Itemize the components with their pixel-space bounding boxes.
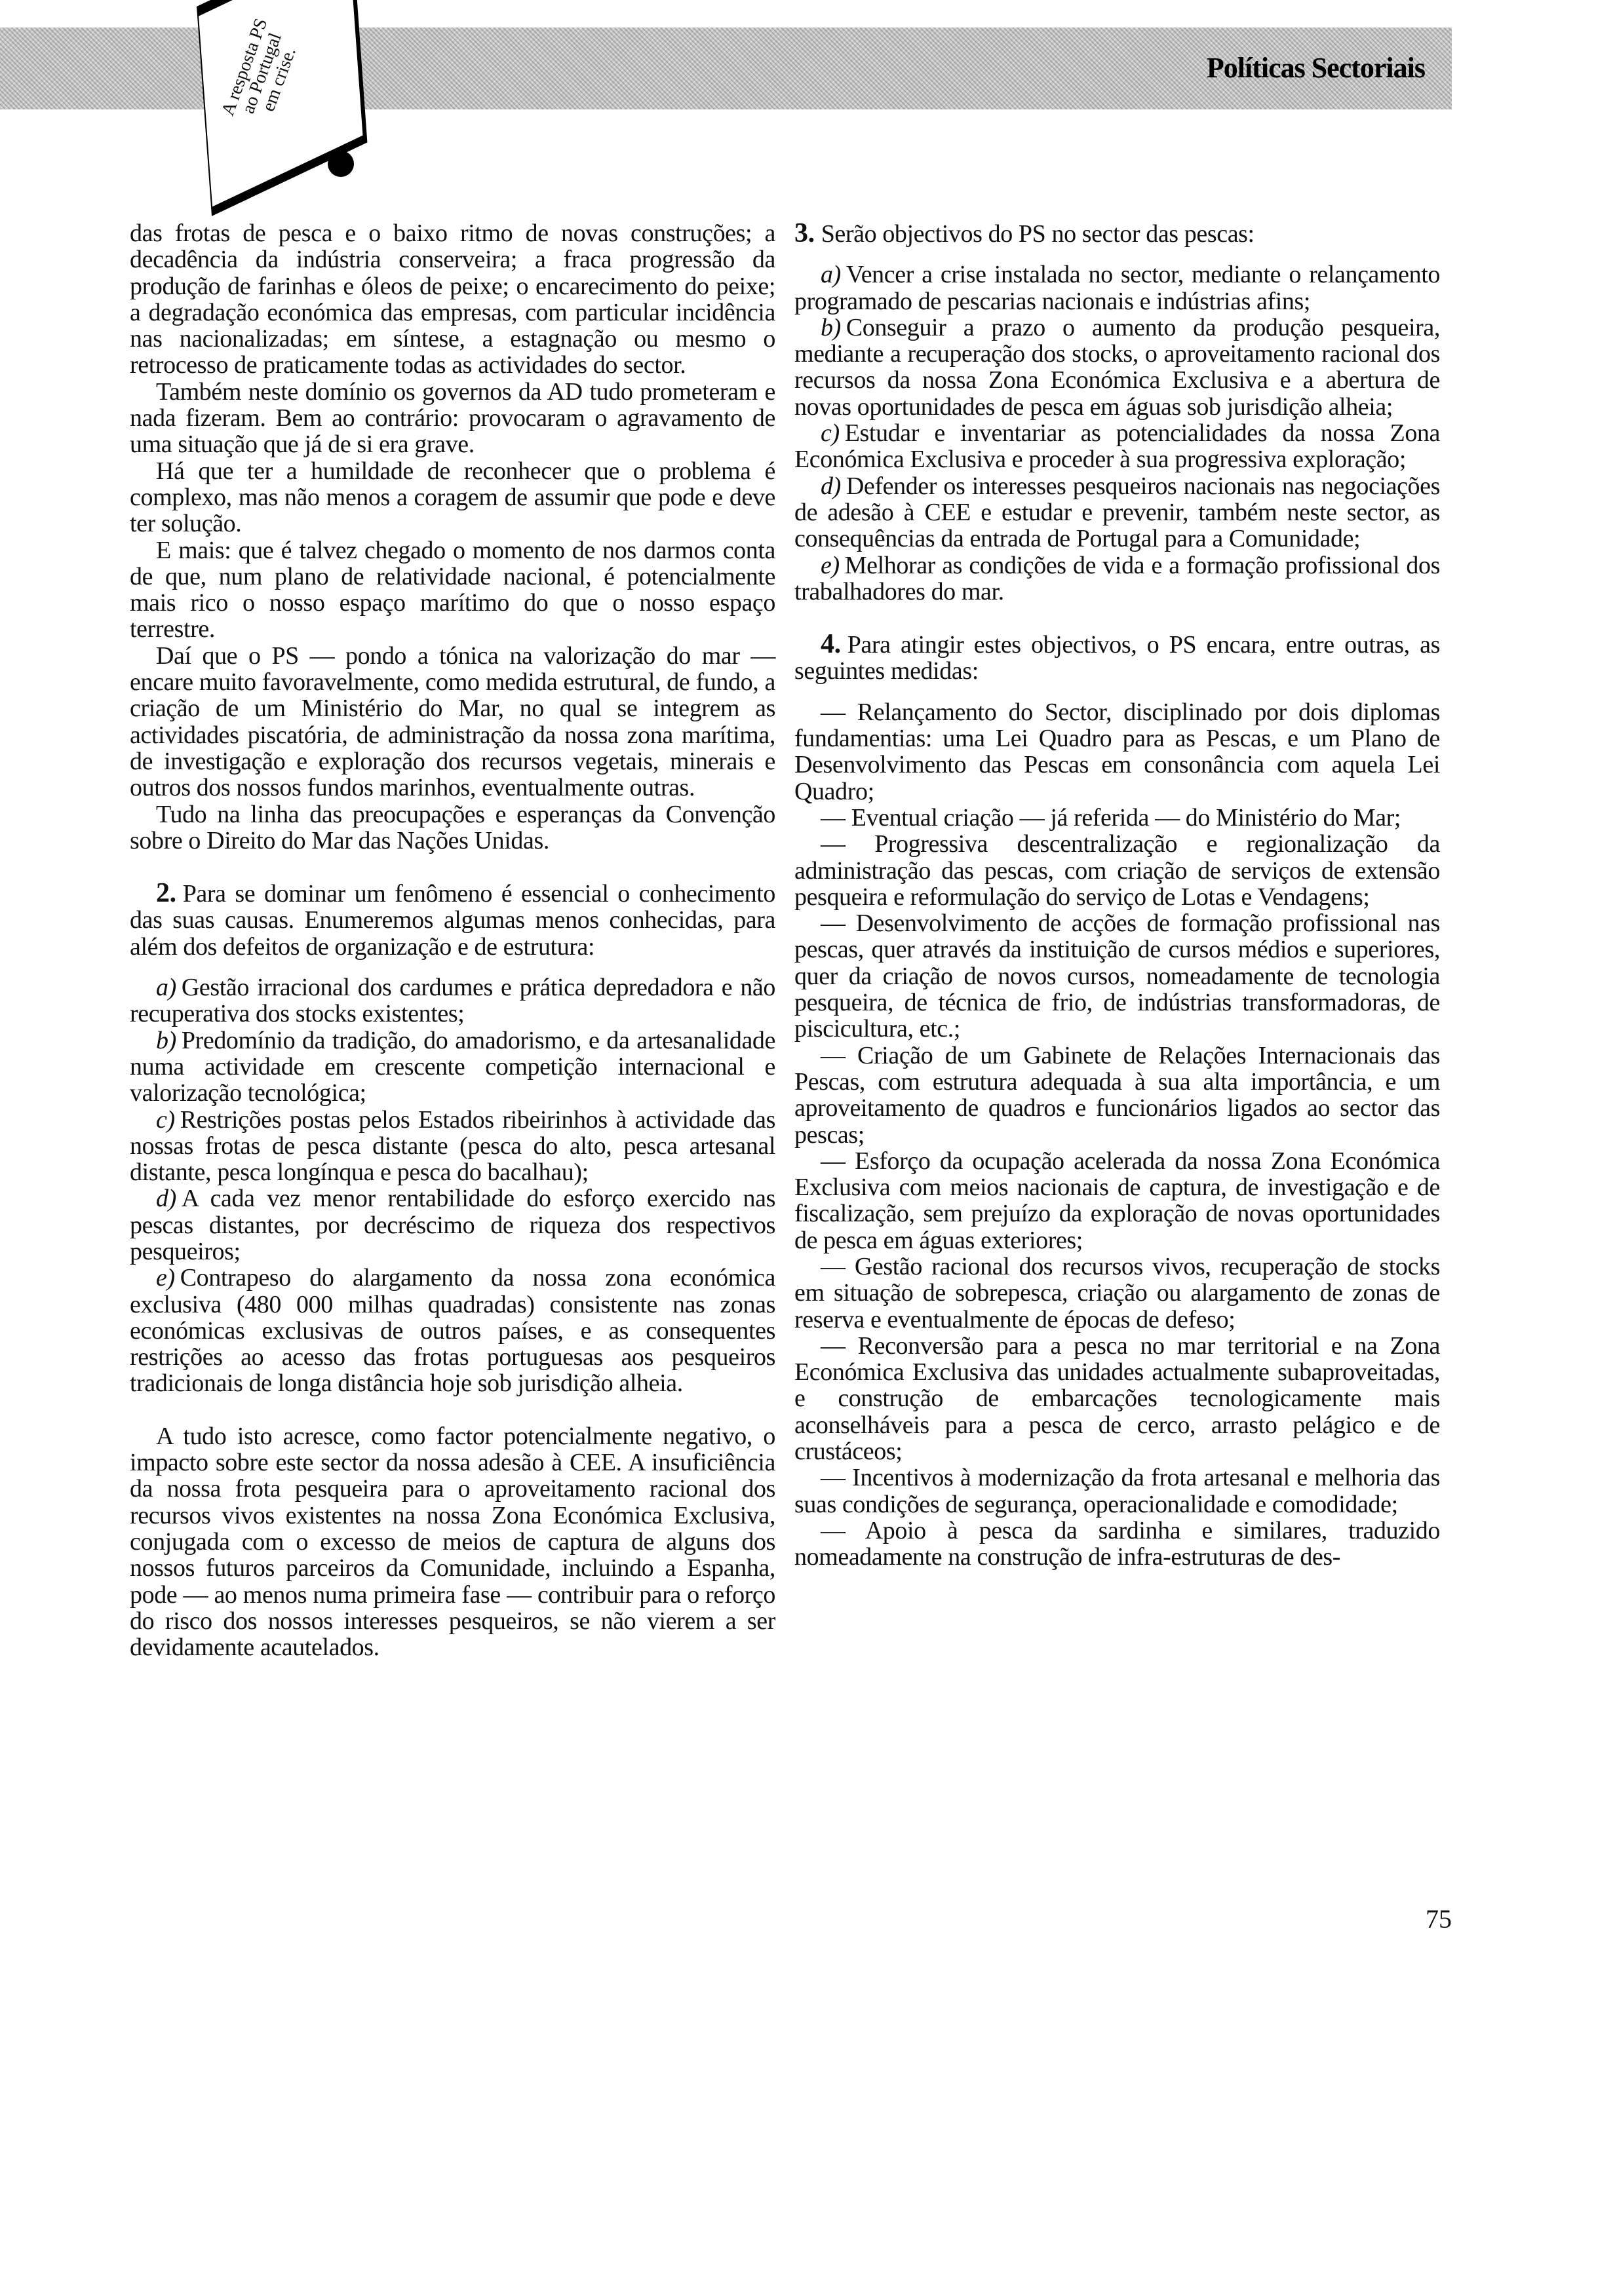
list-label: d) bbox=[821, 472, 841, 500]
paragraph bbox=[130, 1265, 775, 1396]
left-column bbox=[130, 220, 775, 1660]
paragraph bbox=[794, 1148, 1440, 1253]
paragraph-text: — Esforço da ocupação acelerada da nossa Zona Económica Exclusiva com meios nacionais de captura, de investigação e de fiscalização, sem prejuízo da exploração de novas oportunidades de pesca em águas exteriores; bbox=[794, 1147, 1440, 1254]
paragraph-text: Defender os interesses pesqueiros nacionais nas negociações de adesão à CEE e estudar e prevenir, também neste sector, as consequências da entrada de Portugal para a Comunidade; bbox=[794, 472, 1440, 553]
list-label: a) bbox=[821, 261, 841, 289]
paragraph-text: Contrapeso do alargamento da nossa zona económica exclusiva (480 000 milhas quadradas) consistente nas zonas económicas exclusivas de outros países, e as consequentes restrições ao acesso das frotas portuguesas aos pesqueiros tradicionais de longa distância hoje sob jurisdição alheia. bbox=[130, 1264, 775, 1398]
paragraph-text: Conseguir a prazo o aumento da produção pesqueira, mediante a recuperação dos stocks, o aproveitamento racional dos recursos da nossa Zona Económica Exclusiva e a abertura de novas oportunidades de pesca em águas sob jurisdição alheia; bbox=[794, 313, 1440, 421]
paragraph-text: — Apoio à pesca da sardinha e similares, traduzido nomeadamente na construção de infra-estruturas de des- bbox=[794, 1516, 1440, 1571]
list-label: d) bbox=[156, 1185, 176, 1213]
paragraph-text: A cada vez menor rentabilidade do esforço exercido nas pescas distantes, por decréscimo de riqueza dos respectivos pesqueiros; bbox=[130, 1185, 775, 1265]
paragraph-text: Para atingir estes objectivos, o PS encara, entre outras, as seguintes medidas: bbox=[794, 631, 1440, 685]
paragraph bbox=[794, 552, 1440, 605]
paragraph bbox=[794, 631, 1440, 685]
paragraph bbox=[794, 420, 1440, 473]
paragraph-text: — Relançamento do Sector, disciplinado por dois diplomas fundamentias: uma Lei Quadro para as Pescas, e um Plano de Desenvolvimento das Pescas em consonância com aquela Lei Quadro; bbox=[794, 698, 1440, 805]
paragraph bbox=[130, 1423, 775, 1661]
paragraph bbox=[794, 315, 1440, 420]
paragraph bbox=[130, 643, 775, 801]
paragraph bbox=[794, 699, 1440, 805]
paragraph bbox=[794, 261, 1440, 315]
paragraph bbox=[794, 1253, 1440, 1333]
paragraph bbox=[130, 801, 775, 854]
list-label: b) bbox=[156, 1026, 176, 1054]
paragraph-text: A tudo isto acresce, como factor potencialmente negativo, o impacto sobre este sector da nossa adesão à CEE. A insuficiência da nossa frota pesqueira para o aproveitamento racional dos recursos vivos existentes na nossa Zona Económica Exclusiva, conjugada com o excesso de meios de captura de alguns dos nossos futuros parceiros da Comunidade, incluindo a Espanha, pode — ao menos numa primeira fase — contribuir para o reforço do risco dos nossos interesses pesqueiros, se não vierem a ser devidamente acautelados. bbox=[130, 1422, 775, 1662]
paragraph-text: Também neste domínio os governos da AD tudo prometeram e nada fizeram. Bem ao contrário: provocaram o agravamento de uma situação que já de si era grave. bbox=[130, 377, 775, 459]
list-label: c) bbox=[156, 1105, 175, 1134]
paragraph-text: Gestão irracional dos cardumes e prática depredadora e não recuperativa dos stocks existentes; bbox=[130, 974, 775, 1028]
page-number: 75 bbox=[1426, 1904, 1452, 1934]
right-column bbox=[794, 220, 1440, 1571]
section-number: 3. bbox=[794, 218, 815, 248]
paragraph bbox=[794, 910, 1440, 1042]
paragraph bbox=[794, 1333, 1440, 1464]
section-number: 4. bbox=[821, 629, 841, 660]
paragraph bbox=[130, 458, 775, 537]
paragraph-text: Para se dominar um fenômeno é essencial o conhecimento das suas causas. Enumeremos algumas menos conhecidas, para além dos defeitos de organização e de estrutura: bbox=[130, 880, 775, 961]
list-label: a) bbox=[156, 974, 176, 1002]
paragraph-text: E mais: que é talvez chegado o momento de nos darmos conta de que, num plano de relatividade nacional, é potencialmente mais rico o nosso espaço marítimo do que o nosso espaço terrestre. bbox=[130, 536, 775, 643]
paragraph bbox=[130, 880, 775, 960]
paragraph bbox=[794, 805, 1440, 831]
list-label: e) bbox=[156, 1264, 175, 1292]
paragraph bbox=[794, 1518, 1440, 1571]
logo-text: A resposta PS ao Portugal em crise. bbox=[218, 15, 300, 119]
paragraph bbox=[794, 1464, 1440, 1518]
paragraph-text: — Progressiva descentralização e regionalização da administração das pescas, com criação de serviços de extensão pesqueira e reformulação do serviço de Lotas e Vendagens; bbox=[794, 830, 1440, 911]
paragraph-text: — Reconversão para a pesca no mar territorial e na Zona Económica Exclusiva das unidades actualmente subaproveitadas, e construção de embarcações tecnologicamente mais aconselháveis para a pesca de cerco, arrasto pelágico e de crustáceos; bbox=[794, 1331, 1440, 1466]
paragraph-text: Restrições postas pelos Estados ribeirinhos à actividade das nossas frotas de pesca distante (pesca do alto, pesca artesanal distante, pesca longínqua e pesca do bacalhau); bbox=[130, 1105, 775, 1187]
paragraph-text: Melhorar as condições de vida e a formação profissional dos trabalhadores do mar. bbox=[794, 551, 1440, 605]
paragraph bbox=[130, 974, 775, 1027]
ps-emblem-icon bbox=[328, 151, 354, 177]
section-number: 2. bbox=[156, 878, 176, 909]
paragraph bbox=[794, 1043, 1440, 1148]
paragraph-text: Estudar e inventariar as potencialidades da nossa Zona Económica Exclusiva e proceder à sua progressiva exploração; bbox=[794, 419, 1440, 474]
paragraph-text: Vencer a crise instalada no sector, mediante o relançamento programado de pescarias nacionais e indústrias afins; bbox=[794, 261, 1440, 315]
paragraph-text: — Incentivos à modernização da frota artesanal e melhoria das suas condições de segurança, operacionalidade e comodidade; bbox=[794, 1464, 1440, 1518]
list-label: c) bbox=[821, 419, 840, 448]
paragraph-text: — Desenvolvimento de acções de formação profissional nas pescas, quer através da instituição de cursos médios e superiores, quer da criação de novos cursos, nomeadamente de tecnologia pesqueira, de técnica de frio, de indústrias transformadoras, de piscicultura, etc.; bbox=[794, 909, 1440, 1043]
paragraph-text: — Gestão racional dos recursos vivos, recuperação de stocks em situação de sobrepesca, criação ou alargamento de zonas de reserva e eventualmente de épocas de defeso; bbox=[794, 1252, 1440, 1333]
paragraph bbox=[794, 220, 1440, 247]
paragraph bbox=[130, 1027, 775, 1107]
paragraph bbox=[130, 1185, 775, 1265]
paragraph-text: Daí que o PS — pondo a tónica na valorização do mar — encare muito favoravelmente, como medida estrutural, de fundo, a criação de um Ministério do Mar, no qual se integrem as actividades piscatória, de administração da nossa zona marítima, de investigação e exploração dos recursos vegetais, minerais e outros dos nossos fundos marinhos, eventualmente outras. bbox=[130, 641, 775, 802]
paragraph-text: — Eventual criação — já referida — do Ministério do Mar; bbox=[821, 803, 1401, 832]
paragraph bbox=[794, 473, 1440, 552]
paragraph-text: das frotas de pesca e o baixo ritmo de novas construções; a decadência da indústria conserveira; a fraca progressão da produção de farinhas e óleos de peixe; o encarecimento do peixe; a degradação económica das empresas, com particular incidência nas nacionalizadas; em síntese, a estagnação ou mesmo o retrocesso de praticamente todas as actividades do sector. bbox=[130, 220, 775, 379]
list-label: b) bbox=[821, 313, 841, 341]
paragraph-text: Serão objectivos do PS no sector das pescas: bbox=[821, 220, 1255, 248]
paragraph-text: Predomínio da tradição, do amadorismo, e da artesanalidade numa actividade em crescente competição internacional e valorização tecnológica; bbox=[130, 1026, 775, 1107]
paragraph bbox=[794, 831, 1440, 910]
paragraph bbox=[130, 537, 775, 643]
paragraph bbox=[130, 379, 775, 458]
list-label: e) bbox=[821, 551, 840, 579]
paragraph bbox=[130, 220, 775, 379]
paragraph-text: Há que ter a humildade de reconhecer que o problema é complexo, mas não menos a coragem de assumir que pode e deve ter solução. bbox=[130, 457, 775, 538]
section-title: Políticas Sectoriais bbox=[1206, 52, 1425, 84]
paragraph-text: Tudo na linha das preocupações e esperanças da Convenção sobre o Direito do Mar das Nações Unidas. bbox=[130, 800, 775, 854]
paragraph-text: — Criação de um Gabinete de Relações Internacionais das Pescas, com estrutura adequada à sua alta importância, e um aproveitamento de quadros e funcionários ligados ao sector das pescas; bbox=[794, 1041, 1440, 1149]
paragraph bbox=[130, 1107, 775, 1186]
